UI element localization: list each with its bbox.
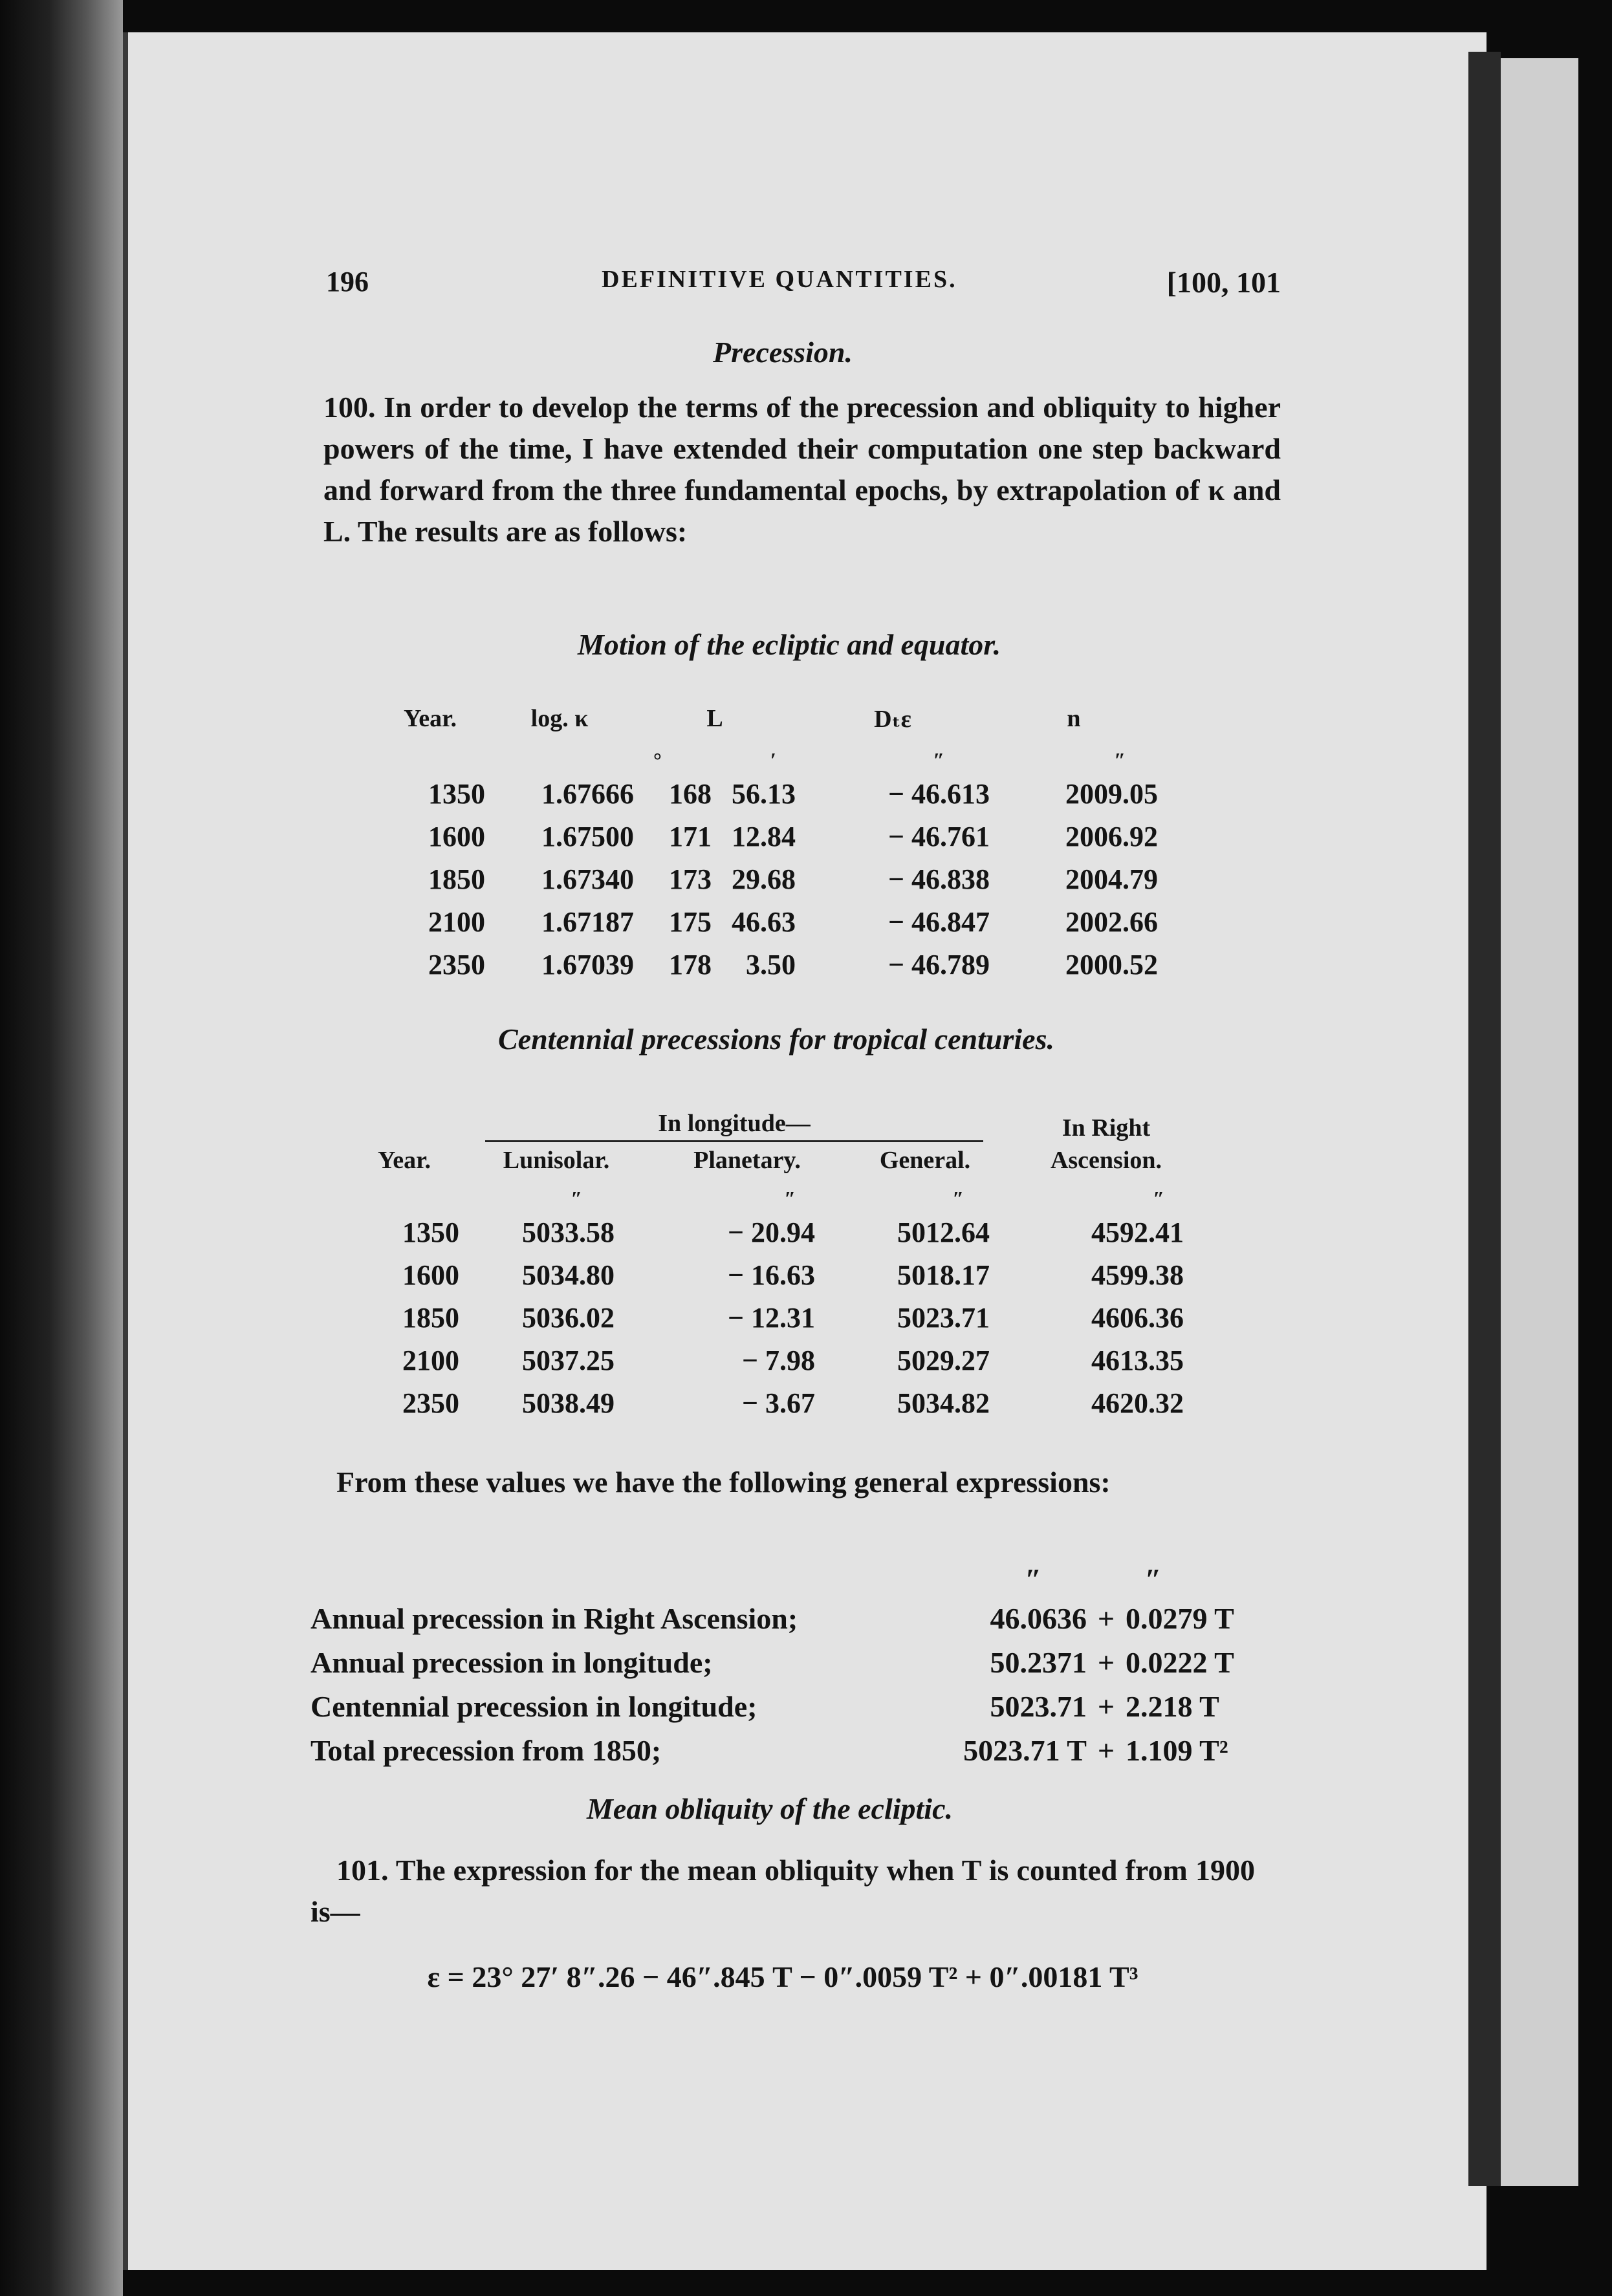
planetary-cell: − 3.67 [741,1387,815,1419]
expression-label: Total precession from 1850; [310,1733,662,1767]
ascension-header: Ascension. [1050,1147,1162,1174]
unit-second: ″ [784,1187,796,1210]
expression-row [310,1728,1261,1772]
col-logk-header: log. κ [530,705,589,732]
lunisolar-cell: 5036.02 [522,1301,615,1334]
L-minutes-cell: 29.68 [732,863,796,895]
general-cell: 5034.82 [897,1387,990,1419]
table-row [349,1253,1203,1296]
lunisolar-cell: 5038.49 [522,1387,615,1419]
year-cell: 1850 [402,1301,459,1334]
expression-row [310,1640,1261,1684]
table-row [349,1211,1203,1253]
paragraph-101: 101. The expression for the mean obliquity when T is counted from 1900 is— [310,1854,1255,1928]
expression-label: Annual precession in longitude; [310,1645,713,1679]
next-page-edge [1468,52,1501,2186]
book-spine [0,0,123,2296]
general-cell: 5029.27 [897,1344,990,1376]
centennial-precession-table [349,1099,1203,1424]
table-row [349,1296,1203,1339]
unit-second: ″ [1145,1563,1162,1596]
year-cell: 1350 [428,777,485,810]
D-cell: − 46.847 [888,905,990,938]
lunisolar-header: Lunisolar. [503,1147,610,1174]
general-header: General. [879,1147,971,1174]
D-cell: − 46.838 [888,863,990,895]
expressions-table [310,1552,1261,1772]
general-cell: 5012.64 [897,1216,990,1248]
lunisolar-cell: 5037.25 [522,1344,615,1376]
planetary-cell: − 12.31 [727,1301,815,1334]
L-degrees-cell: 168 [669,777,712,810]
expression-operator: + [1097,1645,1115,1679]
right-ascension-cell: 4620.32 [1091,1387,1184,1419]
D-cell: − 46.789 [888,948,990,980]
planetary-header: Planetary. [693,1147,801,1174]
L-minutes-cell: 56.13 [732,777,796,810]
logk-cell: 1.67500 [541,820,634,852]
expression-operator: + [1097,1601,1115,1635]
right-ascension-cell: 4599.38 [1091,1259,1184,1291]
year-cell: 2100 [428,905,485,938]
logk-cell: 1.67187 [541,905,634,938]
expression-rate: 2.218 T [1126,1689,1219,1723]
lunisolar-cell: 5033.58 [522,1216,615,1248]
running-title: DEFINITIVE QUANTITIES. [602,266,957,293]
unit-degree: ° [653,748,662,772]
logk-cell: 1.67039 [541,948,634,980]
L-degrees-cell: 175 [669,905,712,938]
table2-caption: Centennial precessions for tropical centuries. [498,1023,1054,1056]
table-row [375,943,1158,986]
col-L-header: L [706,705,723,732]
right-ascension-cell: 4613.35 [1091,1344,1184,1376]
n-cell: 2009.05 [1065,777,1158,810]
n-cell: 2004.79 [1065,863,1158,895]
D-cell: − 46.761 [888,820,990,852]
general-cell: 5018.17 [897,1259,990,1291]
year-cell: 2350 [428,948,485,980]
year-cell: 2350 [402,1387,459,1419]
expression-constant: 50.2371 [990,1645,1087,1679]
col-year-header: Year. [404,705,457,732]
table-row [375,858,1158,900]
unit-minute: ′ [770,748,776,772]
expression-row [310,1596,1261,1640]
expression-operator: + [1097,1689,1115,1723]
expression-constant: 5023.71 T [963,1733,1087,1767]
expression-row [310,1684,1261,1728]
expression-operator: + [1097,1733,1115,1767]
L-degrees-cell: 173 [669,863,712,895]
general-cell: 5023.71 [897,1301,990,1334]
planetary-cell: − 16.63 [727,1259,815,1291]
in-longitude-header [459,1099,1009,1142]
col-D-header: Dₜε [874,706,911,733]
in-longitude-label: In longitude— [658,1110,811,1137]
table-row [375,772,1158,815]
right-ascension-cell: 4606.36 [1091,1301,1184,1334]
expression-rate: 0.0222 T [1126,1645,1234,1679]
L-minutes-cell: 12.84 [732,820,796,852]
page-content [285,239,1281,2050]
expression-rate: 1.109 T² [1126,1733,1228,1767]
planetary-cell: − 7.98 [741,1344,815,1376]
n-cell: 2002.66 [1065,905,1158,938]
table-row [375,900,1158,943]
table-row [375,815,1158,858]
paragraph-100: 100. In order to develop the terms of the precession and obliquity to higher powers of the time, I have extended their computation one step backward and forward from the three fundamental epochs, by extrapolation of κ and L. The results are as follows: [323,391,1281,548]
L-degrees-cell: 171 [669,820,712,852]
table1-caption: Motion of the ecliptic and equator. [577,628,1001,661]
unit-second: ″ [571,1187,582,1210]
logk-cell: 1.67666 [541,777,634,810]
L-minutes-cell: 3.50 [746,948,796,980]
unit-second: ″ [1153,1187,1164,1210]
L-minutes-cell: 46.63 [732,905,796,938]
expression-rate: 0.0279 T [1126,1601,1234,1635]
unit-second: ″ [952,1187,964,1210]
year-cell: 2100 [402,1344,459,1376]
ecliptic-motion-table [375,697,1158,986]
L-degrees-cell: 178 [669,948,712,980]
expression-constant: 46.0636 [990,1601,1087,1635]
unit-second: ″ [1025,1563,1041,1596]
year-header: Year. [378,1147,431,1174]
n-cell: 2006.92 [1065,820,1158,852]
expression-constant: 5023.71 [990,1689,1087,1723]
table-row [349,1339,1203,1381]
right-ascension-cell: 4592.41 [1091,1216,1184,1248]
n-cell: 2000.52 [1065,948,1158,980]
obliquity-heading: Mean obliquity of the ecliptic. [587,1792,953,1825]
unit-second: ″ [933,748,944,772]
year-cell: 1850 [428,863,485,895]
lunisolar-cell: 5034.80 [522,1259,615,1291]
expression-label: Centennial precession in longitude; [310,1689,757,1723]
precession-heading: Precession. [713,336,853,369]
expression-label: Annual precession in Right Ascension; [310,1601,798,1635]
col-n-header: n [1067,705,1081,732]
section-reference: [100, 101 [1166,266,1281,299]
page-number: 196 [326,266,369,298]
table-row [349,1381,1203,1424]
logk-cell: 1.67340 [541,863,634,895]
planetary-cell: − 20.94 [727,1216,815,1248]
year-cell: 1600 [428,820,485,852]
year-cell: 1600 [402,1259,459,1291]
next-page-strip [1501,58,1578,2186]
paragraph-general-expressions: From these values we have the following general expressions: [336,1466,1111,1499]
D-cell: − 46.613 [888,777,990,810]
obliquity-formula: ε = 23° 27′ 8″.26 − 46″.845 T − 0″.0059 T² + 0″.00181 T³ [427,1960,1138,1993]
year-cell: 1350 [402,1216,459,1248]
unit-second: ″ [1114,748,1126,772]
in-right-header: In Right [1062,1114,1151,1142]
